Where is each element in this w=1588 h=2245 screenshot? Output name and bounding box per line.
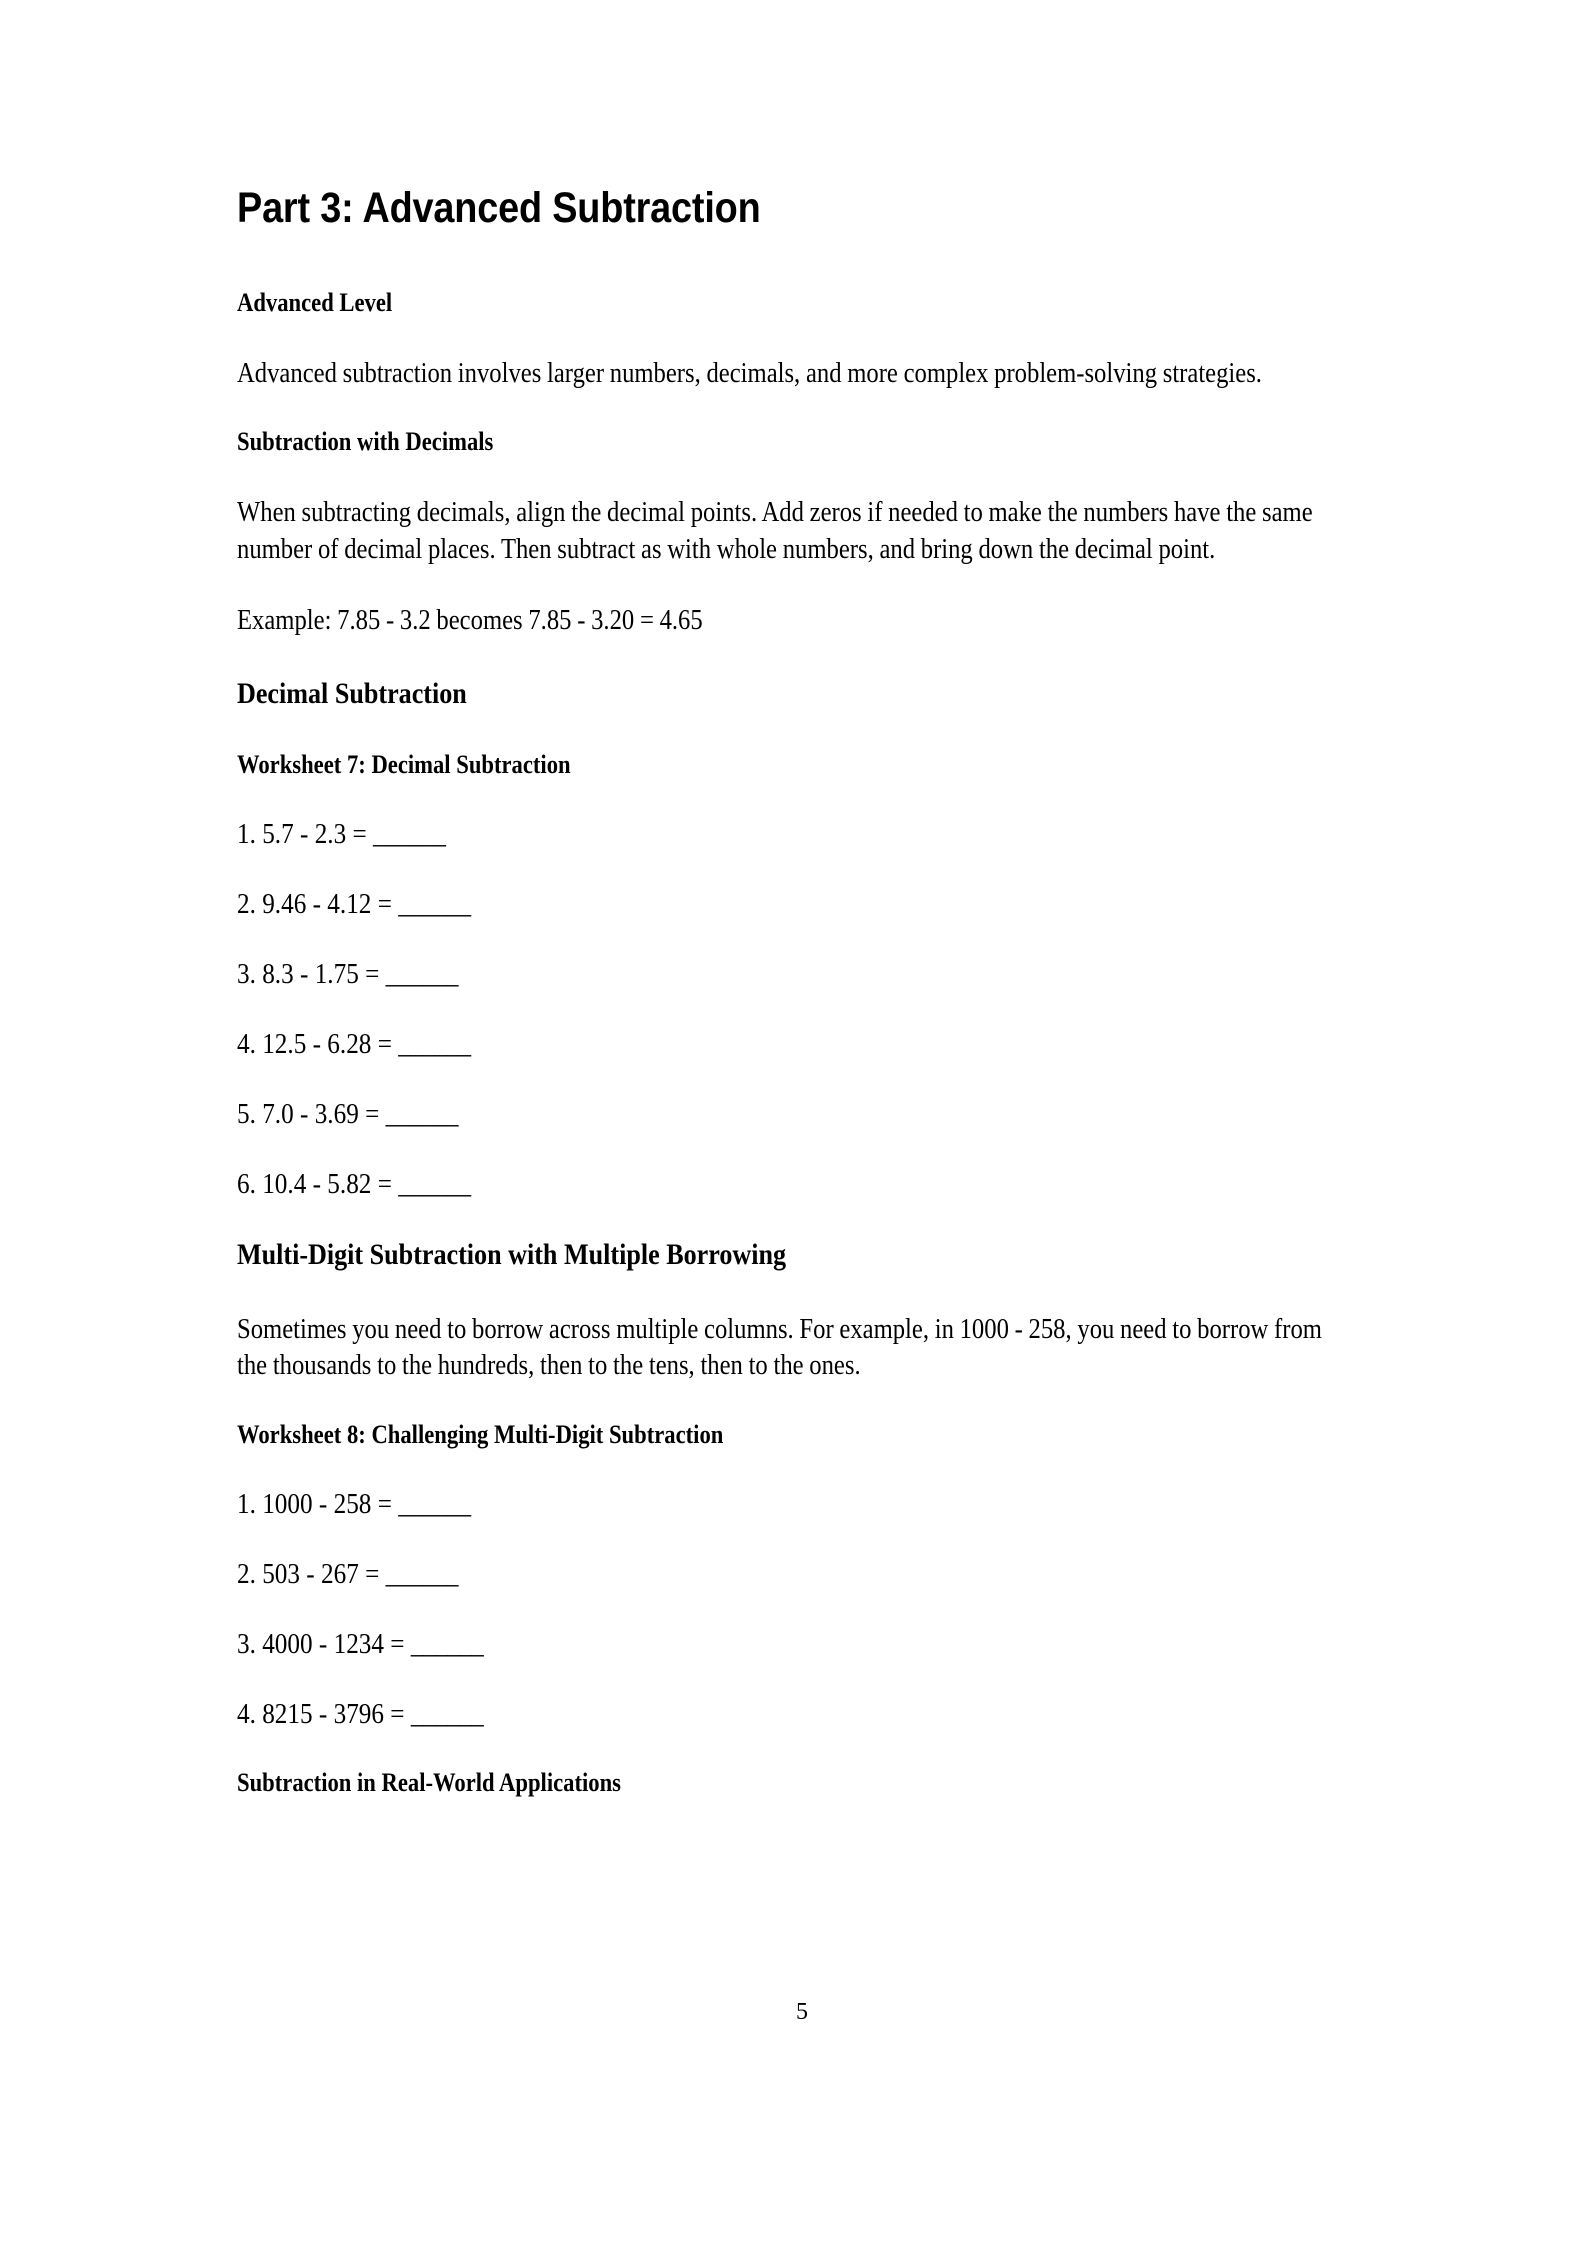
problem-text: 6. 10.4 - 5.82 = (237, 1169, 399, 1201)
problem-text: 1. 1000 - 258 = (237, 1488, 399, 1520)
page-number-footer (0, 2000, 1588, 2024)
problem-item (237, 1098, 1241, 1131)
problem-item (237, 1168, 1241, 1201)
problem-item (237, 888, 1241, 921)
paragraph-decimals-body: When subtracting decimals, align the decimal points. Add zeros if needed to make the numbers have the same number of decimal places. Then subtract as with whole numbers, and bring down the decimal point. (237, 497, 1313, 565)
answer-blank[interactable]: ______ (373, 819, 446, 851)
answer-blank[interactable]: ______ (385, 1099, 458, 1131)
page-number-value: 5 (796, 1999, 808, 2025)
page-content (237, 186, 1352, 1836)
heading-multi-digit-subtraction: Multi-Digit Subtraction with Multiple Borrowing (237, 1238, 787, 1272)
heading-worksheet-8: Worksheet 8: Challenging Multi-Digit Subtraction (237, 1419, 724, 1449)
heading-subtraction-with-decimals: Subtraction with Decimals (237, 427, 494, 457)
worksheet-8-problem-list (237, 1488, 1352, 1731)
heading-real-world-applications: Subtraction in Real-World Applications (237, 1768, 621, 1797)
answer-blank[interactable]: ______ (398, 889, 471, 921)
problem-item (237, 818, 1241, 851)
problem-text: 2. 503 - 267 = (237, 1558, 386, 1590)
answer-blank[interactable]: ______ (398, 1029, 471, 1061)
paragraph-decimals-example: Example: 7.85 - 3.2 becomes 7.85 - 3.20 = 4.65 (237, 605, 703, 637)
page-title: Part 3: Advanced Subtraction (237, 184, 761, 232)
problem-item (237, 1558, 1241, 1591)
answer-blank[interactable]: ______ (385, 959, 458, 991)
problem-text: 3. 4000 - 1234 = (237, 1628, 411, 1660)
answer-blank[interactable]: ______ (410, 1698, 484, 1730)
problem-item (237, 1028, 1241, 1061)
heading-decimal-subtraction: Decimal Subtraction (237, 676, 467, 710)
answer-blank[interactable]: ______ (410, 1628, 484, 1660)
answer-blank[interactable]: ______ (398, 1169, 471, 1201)
problem-item (237, 1628, 1241, 1661)
answer-blank[interactable]: ______ (385, 1558, 458, 1590)
problem-text: 5. 7.0 - 3.69 = (237, 1099, 386, 1131)
paragraph-advanced-level-intro: Advanced subtraction involves larger numbers, decimals, and more complex problem-solving strategies. (237, 357, 1262, 389)
problem-text: 4. 12.5 - 6.28 = (237, 1029, 399, 1061)
problem-item (237, 1698, 1241, 1731)
problem-text: 4. 8215 - 3796 = (237, 1698, 411, 1730)
heading-worksheet-7: Worksheet 7: Decimal Subtraction (237, 750, 571, 780)
problem-item (237, 958, 1241, 991)
paragraph-multidigit-body: Sometimes you need to borrow across multiple columns. For example, in 1000 - 258, you need to borrow from the thousands to the hundreds, then to the tens, then to the ones. (237, 1313, 1322, 1382)
problem-text: 2. 9.46 - 4.12 = (237, 889, 399, 921)
problem-item (237, 1488, 1241, 1521)
worksheet-7-problem-list (237, 818, 1352, 1201)
answer-blank[interactable]: ______ (398, 1488, 471, 1520)
problem-text: 3. 8.3 - 1.75 = (237, 959, 386, 991)
heading-advanced-level: Advanced Level (237, 287, 393, 317)
problem-text: 1. 5.7 - 2.3 = (237, 819, 374, 851)
